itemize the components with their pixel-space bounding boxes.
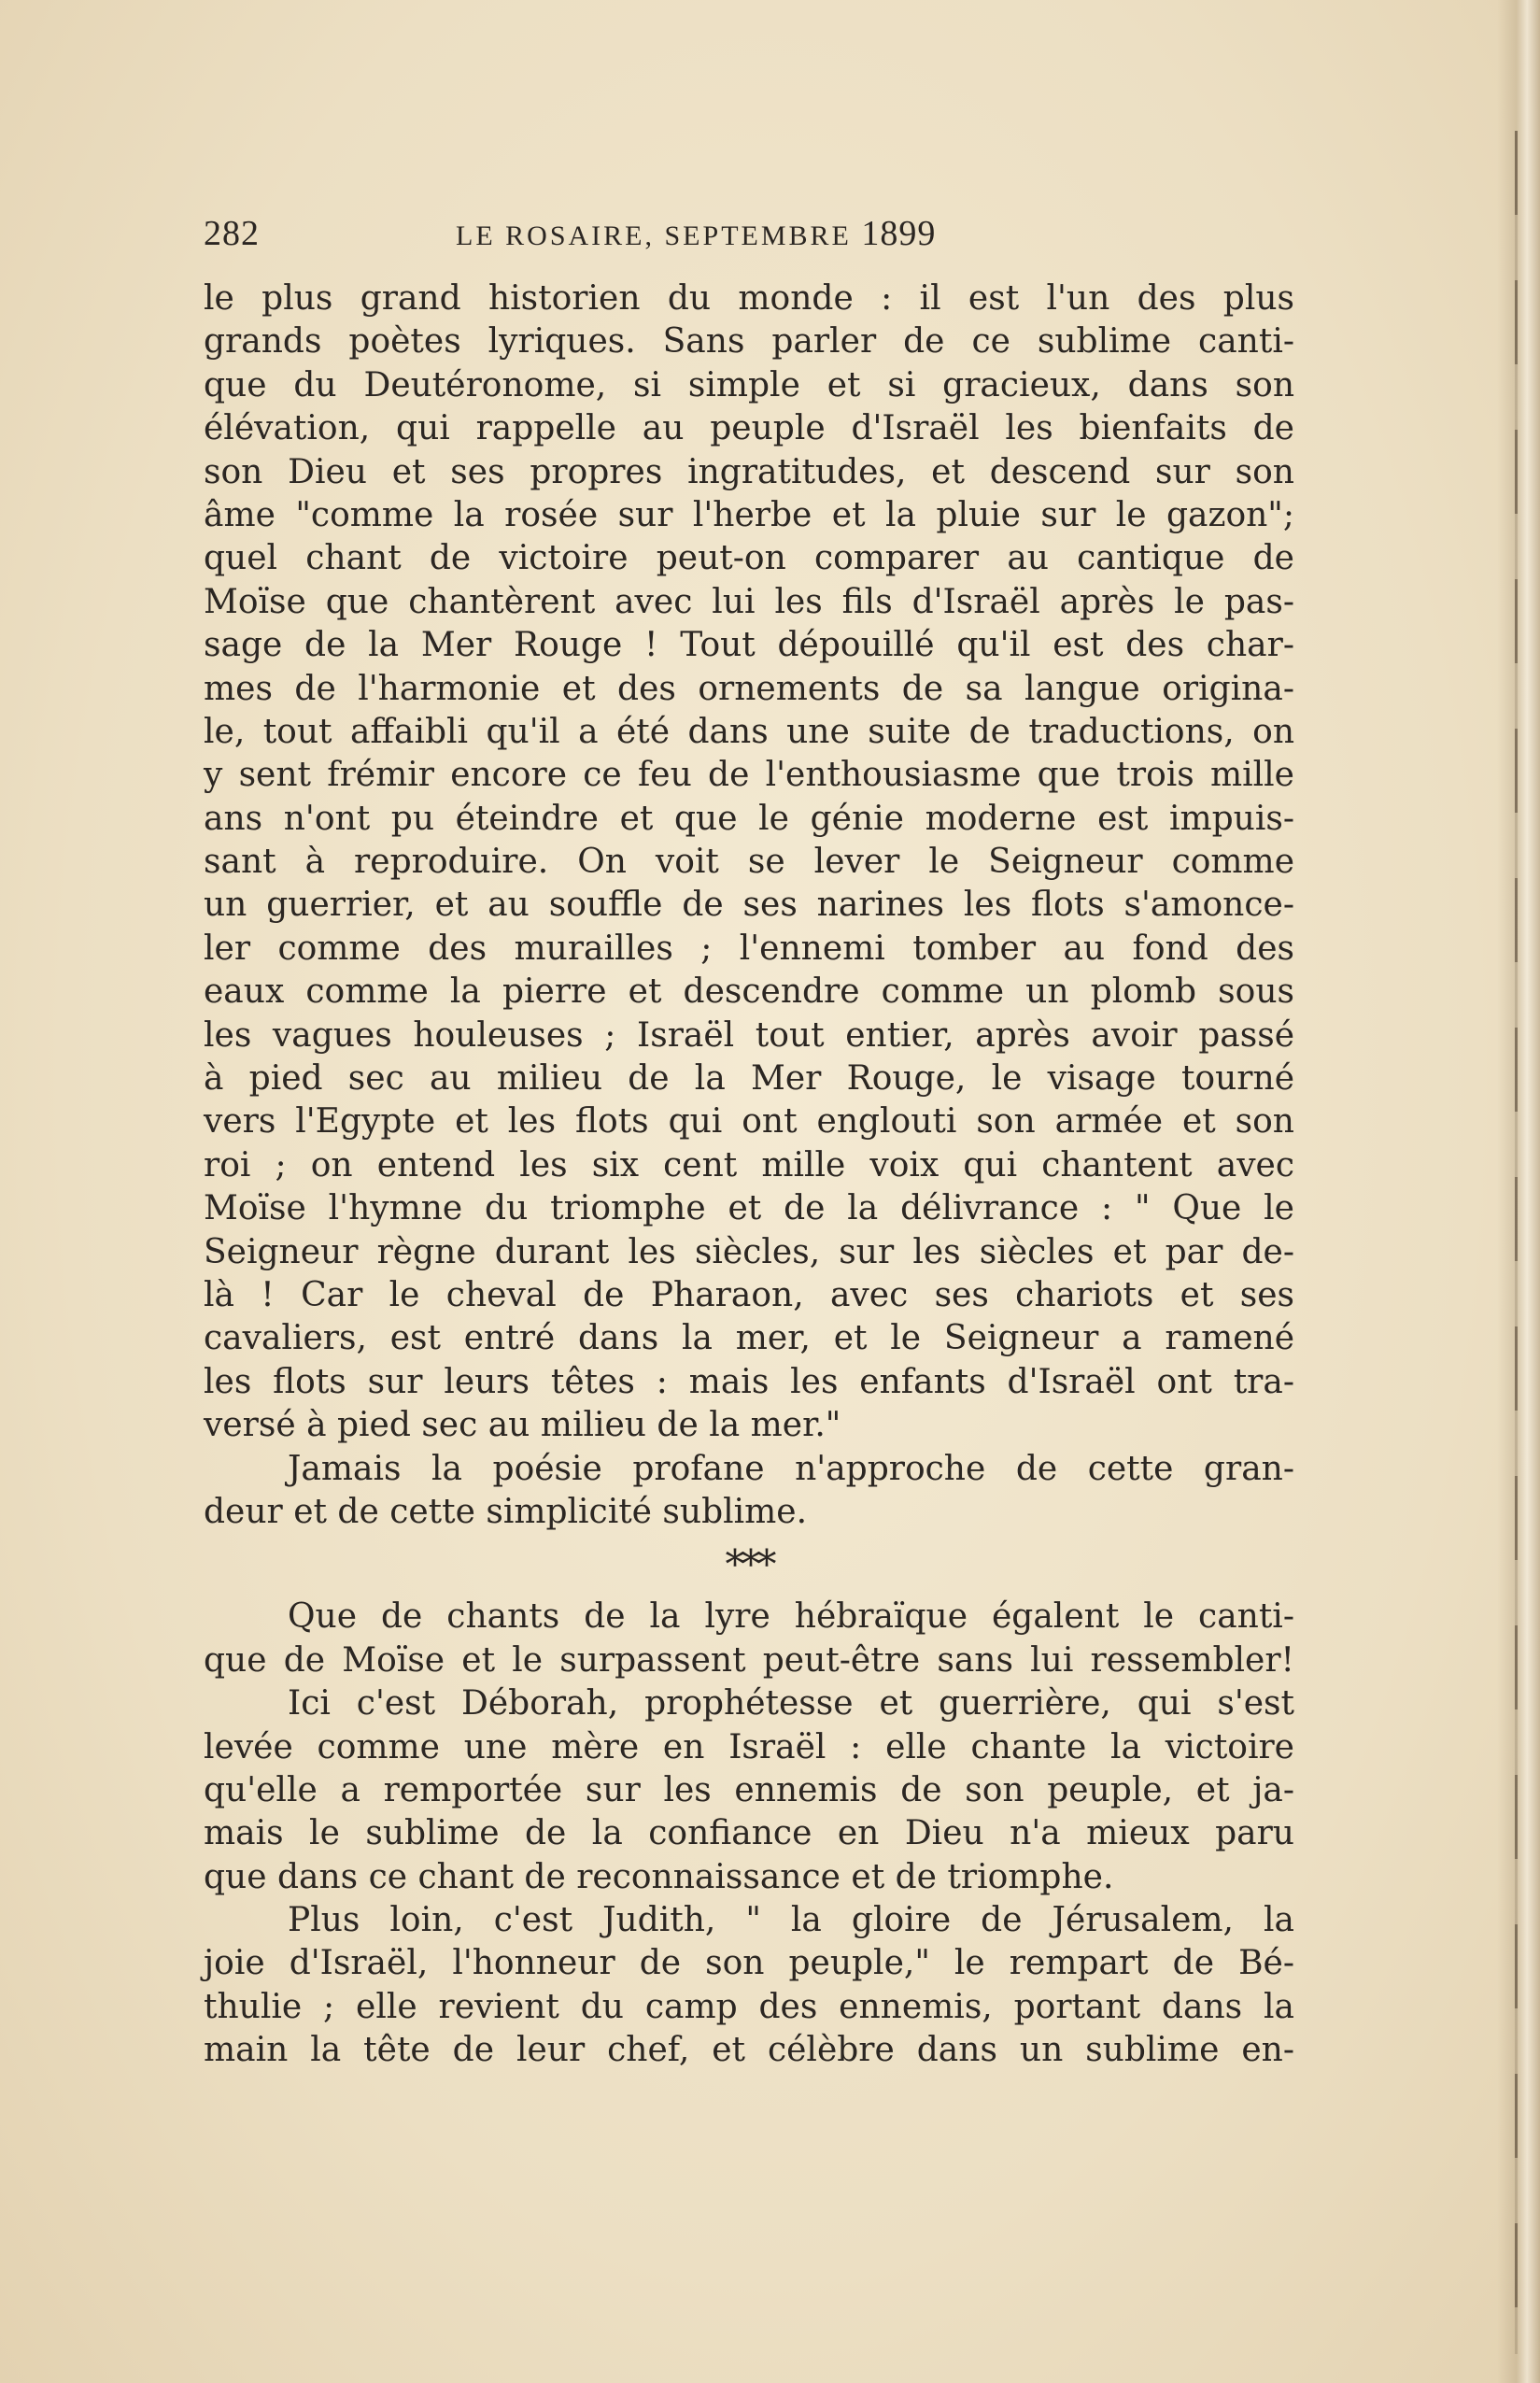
text-line: mais le sublime de la confiance en Dieu n'a mieux paru bbox=[204, 1814, 1294, 1853]
text-line: âme "comme la rosée sur l'herbe et la pluie sur le gazon"; bbox=[204, 495, 1294, 534]
text-line: cavaliers, est entré dans la mer, et le Seigneur a ramené bbox=[204, 1319, 1294, 1358]
text-line: les vagues houleuses ; Israël tout entier, après avoir passé bbox=[204, 1015, 1294, 1055]
page-number: 282 bbox=[204, 214, 260, 253]
text-line: qu'elle a remportée sur les ennemis de son peuple, et ja- bbox=[204, 1770, 1294, 1809]
text-line: Seigneur règne durant les siècles, sur les siècles et par de- bbox=[204, 1232, 1294, 1271]
text-line: Jamais la poésie profane n'approche de cette gran- bbox=[288, 1449, 1294, 1488]
text-line: sant à reproduire. On voit se lever le Seigneur comme bbox=[204, 843, 1294, 882]
text-line: à pied sec au milieu de la Mer Rouge, le visage tourné bbox=[204, 1059, 1294, 1099]
section-separator-asterism: *** bbox=[725, 1541, 773, 1588]
text-line: grands poètes lyriques. Sans parler de ce sublime canti- bbox=[204, 322, 1294, 362]
paragraph-2 bbox=[204, 1448, 1294, 1535]
text-line: élévation, qui rappelle au peuple d'Israël les bienfaits de bbox=[204, 409, 1294, 448]
text-line: le, tout affaibli qu'il a été dans une suite de traductions, on bbox=[204, 712, 1294, 751]
paragraph-5 bbox=[204, 1899, 1294, 2073]
page-body bbox=[204, 277, 1294, 2073]
paragraph-4 bbox=[204, 1682, 1294, 1899]
running-title bbox=[456, 210, 936, 260]
text-line: y sent frémir encore ce feu de l'enthousiasme que trois mille bbox=[204, 756, 1294, 795]
text-line: le plus grand historien du monde : il est l'un des plus bbox=[204, 279, 1294, 318]
text-line: un guerrier, et au souffle de ses narines les flots s'amonce- bbox=[204, 886, 1294, 925]
page-edge-shadow bbox=[1497, 0, 1540, 2383]
text-line: mes de l'harmonie et des ornements de sa langue origina- bbox=[204, 669, 1294, 708]
text-line: Ici c'est Déborah, prophétesse et guerrière, qui s'est bbox=[288, 1684, 1294, 1723]
text-line: Moïse l'hymne du triomphe et de la délivrance : " Que le bbox=[204, 1189, 1294, 1228]
text-line: joie d'Israël, l'honneur de son peuple," le rempart de Bé- bbox=[204, 1944, 1294, 1983]
text-line: sage de la Mer Rouge ! Tout dépouillé qu'il est des char- bbox=[204, 626, 1294, 665]
text-line: roi ; on entend les six cent mille voix qui chantent avec bbox=[204, 1145, 1294, 1184]
text-line: versé à pied sec au milieu de la mer." bbox=[204, 1406, 841, 1445]
text-line: que du Deutéronome, si simple et si gracieux, dans son bbox=[204, 365, 1294, 404]
page-binding-edge bbox=[1515, 131, 1518, 2354]
text-line: main la tête de leur chef, et célèbre dans un sublime en- bbox=[204, 2031, 1294, 2070]
text-line: les flots sur leurs têtes : mais les enfants d'Israël ont tra- bbox=[204, 1362, 1294, 1401]
text-line: que dans ce chant de reconnaissance et de triomphe. bbox=[204, 1857, 1114, 1896]
text-line: ans n'ont pu éteindre et que le génie moderne est impuis- bbox=[204, 799, 1294, 838]
page-header bbox=[204, 210, 1018, 257]
text-line: son Dieu et ses propres ingratitudes, et descend sur son bbox=[204, 452, 1294, 491]
text-line: quel chant de victoire peut-on comparer au cantique de bbox=[204, 539, 1294, 578]
text-line: deur et de cette simplicité sublime. bbox=[204, 1492, 808, 1531]
running-title-text: LE ROSAIRE, SEPTEMBRE bbox=[456, 220, 852, 251]
text-line: thulie ; elle revient du camp des ennemis, portant dans la bbox=[204, 1987, 1294, 2026]
text-line: Moïse que chantèrent avec lui les fils d'Israël après le pas- bbox=[204, 582, 1294, 621]
text-line: vers l'Egypte et les flots qui ont englouti son armée et son bbox=[204, 1102, 1294, 1142]
text-line: là ! Car le cheval de Pharaon, avec ses chariots et ses bbox=[204, 1275, 1294, 1314]
text-line: levée comme une mère en Israël : elle chante la victoire bbox=[204, 1727, 1294, 1766]
running-title-year: 1899 bbox=[861, 214, 937, 253]
text-line: que de Moïse et le surpassent peut-être sans lui ressembler! bbox=[204, 1640, 1294, 1680]
text-line: Plus loin, c'est Judith, " la gloire de Jérusalem, la bbox=[288, 1901, 1294, 1940]
paragraph-1 bbox=[204, 277, 1294, 1448]
text-line: Que de chants de la lyre hébraïque égalent le canti- bbox=[288, 1597, 1294, 1637]
text-line: ler comme des murailles ; l'ennemi tomber au fond des bbox=[204, 929, 1294, 968]
text-line: eaux comme la pierre et descendre comme un plomb sous bbox=[204, 972, 1294, 1012]
paragraph-3 bbox=[204, 1596, 1294, 1682]
